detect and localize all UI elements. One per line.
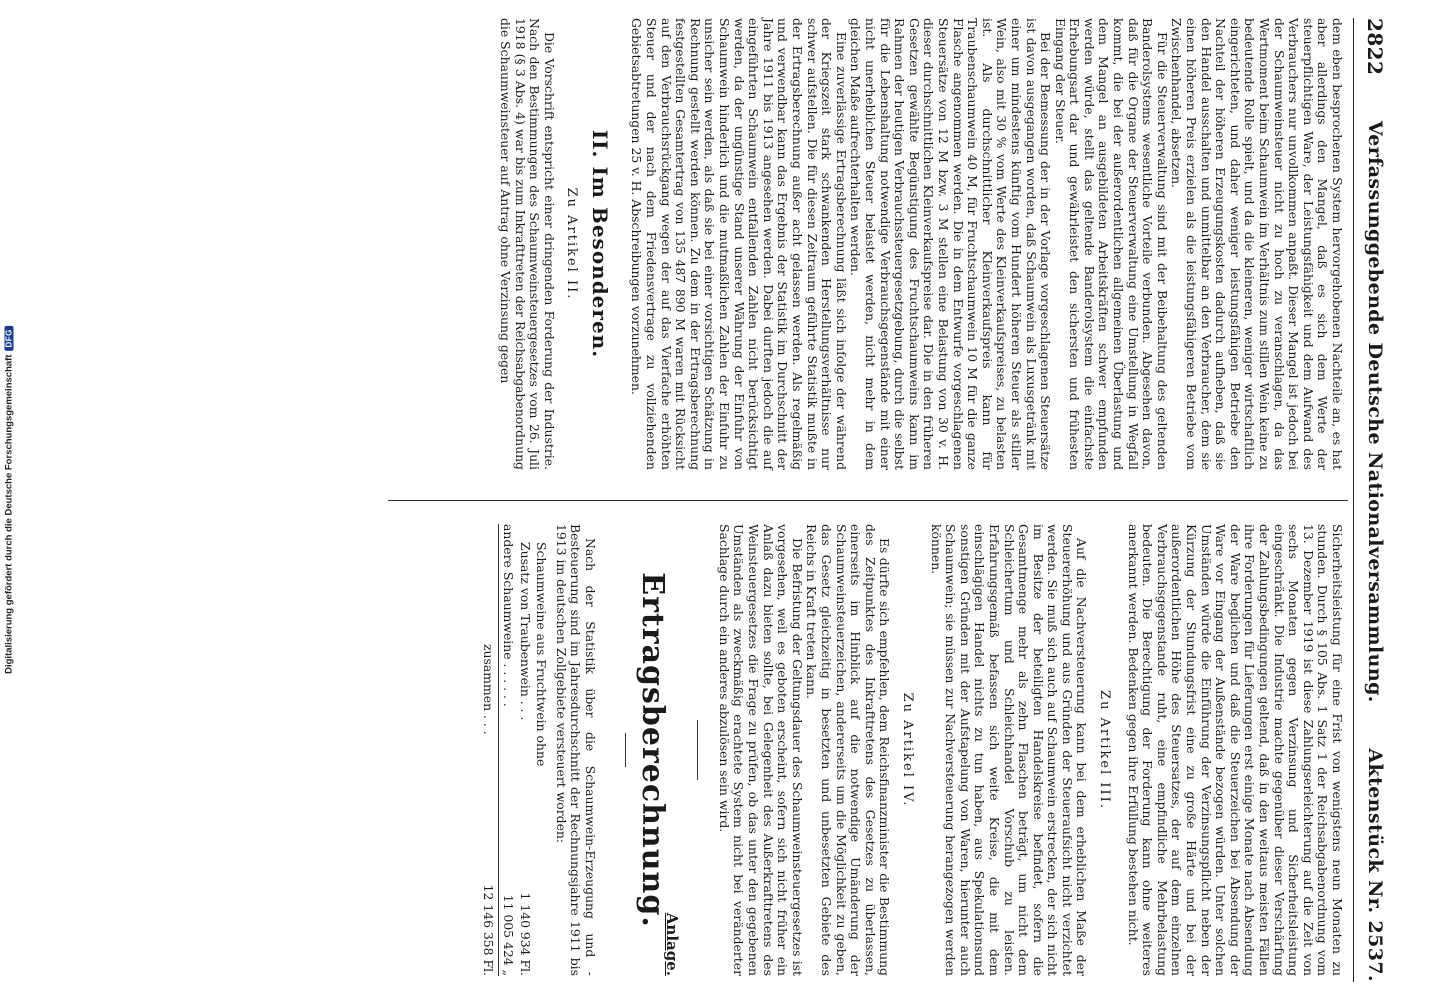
paragraph: Es dürfte sich empfehlen, dem Reichsfinanzminister die Bestimmung des Zeitpunktes des Inkrafttretens des Gesetzes zu überlassen, einerseits im Hinblick auf die notwendige Umänderung der Schaumweinsteuerzeichen, andererseits um die Möglichkeit zu geben, das Gesetz gleichzeitig in besetzten und unbesetzten Gebiete des Reichs in Kraft treten kann. (804, 524, 893, 976)
article-heading: Zu Artikel II. (564, 187, 580, 301)
dfg-logo: DFG (5, 326, 14, 350)
stats-value: 1 140 934 Fl. (517, 892, 533, 976)
annex-intro: Nach der Statistik über die Schaumwein-Erzeugung und -Besteuerung sind im Jahresdurchschnitt der Rechnungsjahre 1911 bis 1913 im deutschen Zollgebiete versteuert worden: (553, 524, 599, 976)
paragraph: Auf die Nachversteuerung kann bei dem erheblichen Maße der Steuererhöhung und aus Gründen der Steueraufsicht nicht verzichtet werden. Sie muß sich auch auf Schaumwein erstrecken, der sich nicht im Besitze der beteiligten Handelskreise befindet, sofern die Gesamtmenge mehr als zehn Flaschen beträgt, um nicht dem Schleichertum und Schleichhandel Vorschub zu leisten. Erfahrungsgemäß befassen sich weite Kreise, die mit dem einschlägigen Handel nichts zu tun haben, aus Spekulationsund sonstigen Gründen mit der Aufstapelung von Waren, hierunter auch Schaumwein; sie müssen zur Nachversteuerung herangezogen werden können. (928, 524, 1090, 976)
paragraph: Bei der Bemessung der in der Vorlage vorgeschlagenen Steuersätze ist davon ausgegangen worden, daß Schaumwein als Luxusgetränk mit einer um mindestens künftig vom Hundert höheren Steuer als stiller Wein, also mit 30 % vom Werte des Kleinverkaufspreises, zu belasten ist. Als durchschnittlicher Kleinverkaufspreis kann für Traubenschaumwein 40 M, für Fruchtschaumwein 10 M für die ganze Flasche angenommen werden. Die in dem Entwurfe vorgeschlagenen Steuersätze von 12 M bzw. 3 M stellen eine Belastung von 30 v. H. dieser durchschnittlichen Kleinverkaufspreise dar. Die in den früheren Gesetzen gewählte Begünstigung des Fruchtschaumweins kann im Rahmen der heutigen Verbrauchssteuergesetzgebung, durch die selbst für die Lebenshaltung notwendige Verbrauchsgegenstände mit einer nicht unerheblichen Steuer belastet werden, nicht mehr in dem gleichen Maße aufrechterhalten werden. (848, 18, 1054, 470)
left-column (497, 18, 1344, 470)
separator-rule (697, 720, 698, 780)
stats-label: Schaumweine aus Fruchtwein ohne (534, 542, 550, 767)
article-heading: Zu Artikel III. (1097, 690, 1113, 810)
paragraph: Eine zuverlässige Ertragsberechnung läßt sich infolge der während der Kriegszeit stark schwankenden Herstellungsverhältnisse nur schwer aufstellen. Die für diesen Zeitraum geführte Statistik mußte in der Ertragsberechnung außer acht gelassen werden. Als regelmäßig und verwendbar kann das Ergebnis der Statistik im Durchschnitt der Jahre 1911 bis 1913 angesehen werden. Dabei durften jedoch die auf eingeführten Schaumwein entfallenden Zahlen nicht berücksichtigt werden, da der ungünstige Stand unserer Währung der Einfuhr von Schaumwein hinderlich und die mutmaßlichen Zahlen der Einfuhr zu unsicher sein werden, als daß sie bei einer vorsichtigen Schätzung in Rechnung gestellt werden können. Zu dem in der Ertragsberechnung festgestellten Gesamtertrag von 135 487 890 M waren mit Rücksicht auf den Verbrauchsrückgang wegen der auf das Vierfache erhöhten Steuer und der nach dem Friedensvertrage zu vollziehenden Gebietsabtretungen 25 v. H. Abschreibungen vorzunehmen. (629, 18, 849, 470)
paragraph: Die Befristung der Geltungsdauer des Schaumweinsteuergesetzes ist vorgesehen, weil es geboten erscheint, sofern sich nicht früher ein Anlaß dazu bieten sollte, bei Gelegenheit des Außerkrafttretens des Weinsteuergesetzes die Frage zu prüfen, ob das unter den gegebenen Umständen als zweckmäßig erachtete System nicht bei veränderter Sachlage durch ein anderes abzulösen sein wird. (716, 524, 805, 976)
paragraph: dem eben besprochenen System hervorgehobenen Nachteile an, es hat aber allerdings den Mangel, daß es sich dem Werte der steuerpflichtigen Ware, der Leistungsfähigkeit und dem Aufwand des Verbrauchers nur unvollkommen anpaßt. Dieser Mangel ist jedoch bei der Schaumweinsteuer nicht zu hoch zu veranschlagen, da das Wertmoment beim Schaumwein im Verhältnis zum stillen Wein keine zu bedeutende Rolle spielt, und da die kleineren, weniger wirtschaftlich eingerichteten, und daher weniger leistungsfähigen Betriebe den Nachteil der höheren Erzeugungskosten dadurch aufheben, daß sie den Handel ausschalten und unmittelbar an den Verbraucher, dem sie einen höheren Preis erzielen als die leistungsfähigeren Betriebe vom Zwischenhandel, absetzen. (1169, 18, 1345, 470)
stats-table (480, 524, 549, 976)
separator-rule-small (625, 733, 626, 767)
stats-total-label: zusammen . . . (480, 524, 499, 831)
table-row (499, 524, 516, 976)
column-divider (388, 500, 1348, 501)
stats-total-value: 12 146 358 Fl. (480, 831, 499, 976)
paragraph: Sicherheitsleistung für eine Frist von wenigstens neun Monaten zu stunden. Durch § 105 Abs. 1 Satz 1 der Reichsabgabenordnung vom 13. Dezember 1919 ist diese Zahlungserleichterung auf die Zeit von sechs Monaten gegen Verzinsung und Sicherheitsleistung eingeschränkt. Die Industrie machte gegenüber dieser Verschärfung der Zahlungsbedingungen geltend, daß in den weitaus meisten Fällen ihre Forderungen für Lieferungen erst einige Monate nach Absendung der Ware beglichen und daß die Steuerzeichen bei Absendung der Ware vor Eingang der Außenstände bezogen würden. Unter solchen Umständen würde die Einführung der Verzinsungspflicht neben der Kürzung der Stundungsfrist eine zu große Härte und bei der außerordentlichen Höhe des Steuersatzes, der auf dem einzelnen Verbrauchsgegenstande ruht, eine empfindliche Mehrbelastung bedeuten. Die Berechtigung der Forderung kann ohne weiteres anerkannt werden. Bedenken gegen ihre Erfüllung bestehen nicht. (1125, 524, 1345, 976)
table-row-total (480, 524, 499, 976)
header-document-ref: Aktenstück Nr. 2537. (1364, 748, 1386, 982)
annex-title: Ertragsberechnung. (634, 572, 670, 928)
footer-credit-text: Digitalisierung gefördert durch die Deutsche Forschungsgemeinschaft (3, 354, 15, 674)
paragraph: Für die Steuerverwaltung sind mit der Beibehaltung des geltenden Banderolsystems wesentliche Vorteile verbunden. Abgesehen davon, daß für die Organe der Steuerverwaltung eine Umstellung in Wegfall kommt, die bei der außerordentlichen allgemeinen Überlastung und dem Mangel an ausgebildeten Arbeitskräften schwer empfunden werden würde, stellt das geltende Banderolsystem die einfachste Erhebungsart dar und gewährleistet den sichersten und frühesten Eingang der Steuer. (1052, 18, 1170, 470)
stats-label: andere Schaumweine . . . . . . (501, 524, 517, 707)
paragraph: Die Vorschrift entspricht einer dringenden Forderung der Industrie. Nach den Bestimmungen des Schaumweinsteuergesetzes vom 26. Juli 1918 (§ 3 Abs. 4) war bis zum Inkrafttreten der Reichsabgabenordnung die Schaumweinsteuer auf Antrag ohne Verzinsung gegen (497, 18, 557, 470)
table-row (516, 524, 533, 976)
right-column (480, 524, 1344, 976)
table-row (533, 524, 550, 976)
side-footer (0, 0, 18, 1000)
section-heading: II. Im Besonderen. (587, 129, 612, 359)
stats-value: 11 005 424 „ (501, 894, 517, 976)
stats-label: Zusatz von Traubenwein . . . (517, 542, 533, 721)
annex-label: Anlage. (663, 912, 682, 976)
page-header (1353, 18, 1396, 982)
header-title: Verfassunggebende Deutsche Nationalversammlung. (1364, 120, 1386, 703)
article-heading: Zu Artikel IV. (899, 692, 915, 808)
page-number: 2822 (1363, 18, 1387, 76)
document-page (36, 18, 1396, 982)
footer-credit (4, 326, 15, 674)
